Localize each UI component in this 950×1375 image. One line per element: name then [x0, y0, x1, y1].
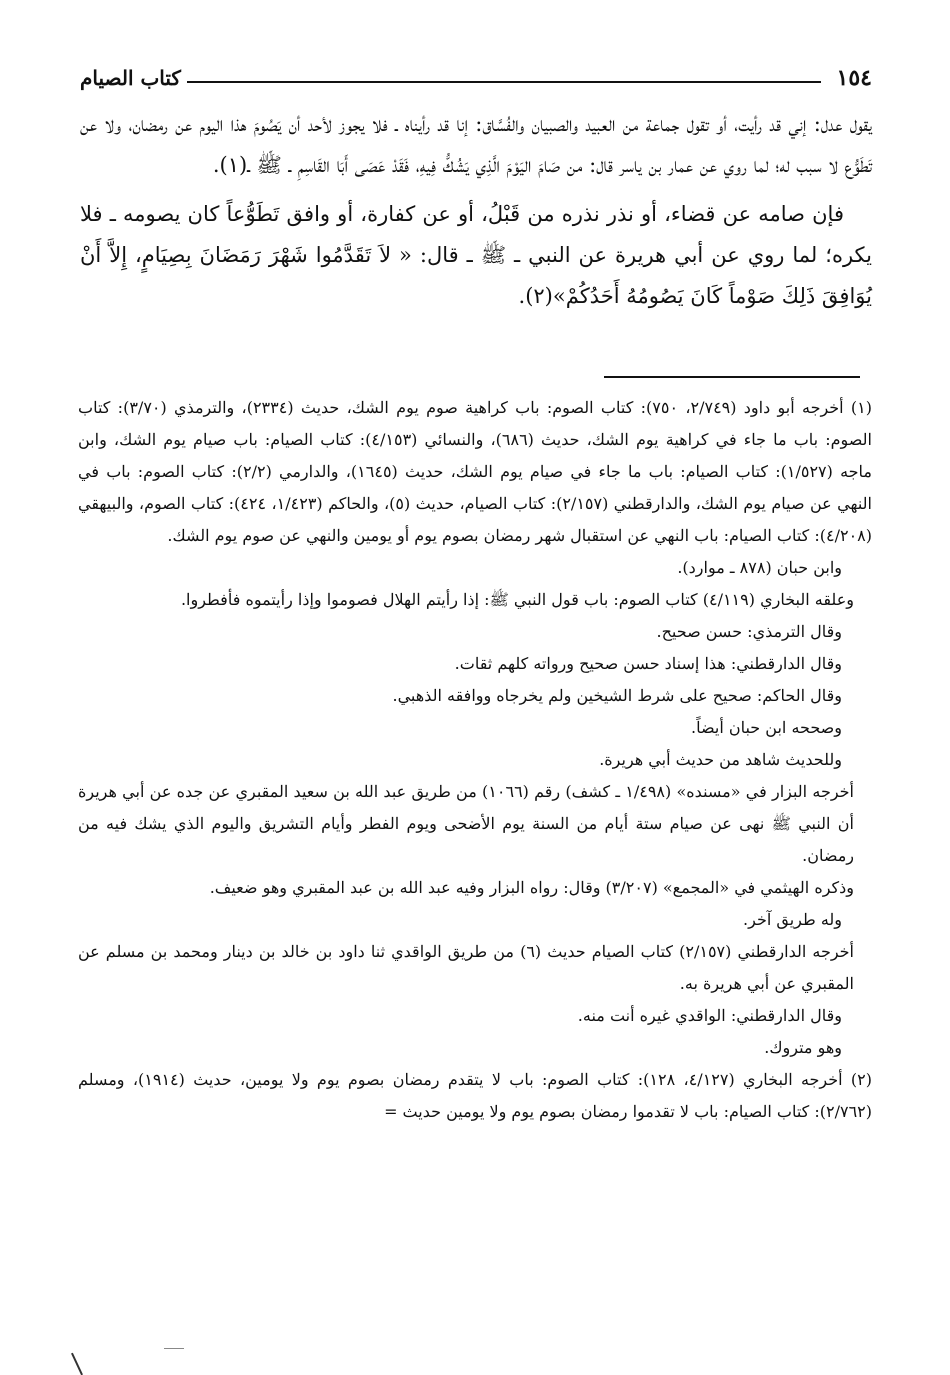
page-header — [80, 58, 872, 98]
footnote-line: وابن حبان (٨٧٨ ـ موارد). — [677, 558, 842, 577]
footnote-line: وذكره الهيثمي في «المجمع» (٣/٢٠٧) وقال: رواه البزار وفيه عبد الله بن عبد المقبري وهو ضعيف. — [209, 878, 854, 897]
footnote-line: وللحديث شاهد من حديث أبي هريرة. — [599, 750, 842, 769]
footnote-2: (٢) أخرجه البخاري (٤/١٢٧، ١٢٨): كتاب الصوم: باب لا يتقدم رمضان بصوم يوم ولا يومين، حديث (١٩١٤)، ومسلم (٢/٧٦٢): كتاب الصيام: باب لا تقدموا رمضان بصوم يوم ولا يومين حديث = — [78, 1070, 873, 1121]
footnotes — [78, 392, 872, 1128]
footnote-separator — [604, 376, 860, 378]
paragraph: يقول عدل: إني قد رأيت، أو تقول جماعة من العبيد والصبيان والفُسَّاق: إنا قد رأيناه ـ فلا يجوز لأحد أن يَصُومَ هذا اليوم عن رمضان، ولا عن تَطَوُّع لا سبب له؛ لما روي عن عمار بن ياسر قال: من صَامَ اليَوْمَ الَّذِي يَشُكُّ فِيهِ، فَقَدْ عَصَى أَبَا القَاسِمِ ـ ﷺ ـ(١). — [80, 112, 872, 177]
scan-mark — [164, 1348, 184, 1349]
footnote-line: وهو متروك. — [764, 1038, 842, 1057]
footnote-line: وصححه ابن حبان أيضاً. — [691, 718, 842, 737]
footnote-line: وقال الدارقطني: الواقدي غيره أنت منه. — [577, 1006, 842, 1025]
paragraph: فإن صامه عن قضاء، أو نذر نذره من قَبْلُ، أو عن كفارة، أو وافق تَطَوُّعاً كان يصومه ـ فلا يكره؛ لما روي عن أبي هريرة عن النبي ـ ﷺ ـ قال: « لاَ تَقَدَّمُوا شَهْرَ رَمَضَانَ بِصِيَامٍ، إِلاَّ أَنْ يُوَافِقَ ذَلِكَ صَوْماً كَانَ يَصُومُهُ أَحَدُكُمْ»(٢). — [80, 202, 872, 308]
header-rule — [187, 81, 821, 83]
running-title: كتاب الصيام — [80, 66, 181, 90]
footnote-line: وعلقه البخاري (٤/١١٩) كتاب الصوم: باب قول النبي ﷺ: إذا رأيتم الهلال فصوموا وإذا رأيتموه فأفطروا. — [180, 590, 854, 609]
page-number: ١٥٤ — [836, 65, 872, 91]
main-text — [80, 104, 872, 325]
footnote-line: وقال الدارقطني: هذا إسناد حسن صحيح ورواته كلهم ثقات. — [454, 654, 842, 673]
footnote-line: وله طريق آخر. — [743, 910, 842, 929]
scan-mark — [71, 1353, 83, 1375]
footnote-1: (١) أخرجه أبو داود (٢/٧٤٩، ٧٥٠): كتاب الصوم: باب كراهية صوم يوم الشك، حديث (٢٣٣٤)، والترمذي (٣/٧٠): كتاب الصوم: باب ما جاء في كراهية يوم الشك، حديث (٦٨٦)، والنسائي (٤/١٥٣): كتاب الصيام: باب صيام يوم الشك، وابن ماجه (١/٥٢٧): كتاب الصيام: باب ما جاء في صيام يوم الشك، حديث (١٦٤٥)، والدارمي (٢/٢): كتاب الصوم: باب في النهي عن صيام يوم الشك، والدارقطني (٢/١٥٧): كتاب الصيام، حديث (٥)، والحاكم (١/٤٢٣، ٤٢٤): كتاب الصوم، والبيهقي (٤/٢٠٨): كتاب الصيام: باب النهي عن استقبال شهر رمضان بصوم يوم أو يومين والنهي عن صوم يوم الشك. — [78, 398, 873, 545]
footnote-line: أخرجه الدارقطني (٢/١٥٧) كتاب الصيام حديث (٦) من طريق الواقدي ثنا داود بن خالد بن دينار ومحمد بن مسلم عن المقبري عن أبي هريرة به. — [78, 942, 855, 993]
footnote-line: وقال الترمذي: حسن صحيح. — [656, 622, 842, 641]
footnote-line: وقال الحاكم: صحيح على شرط الشيخين ولم يخرجاه ووافقه الذهبي. — [392, 686, 842, 705]
footnote-line: أخرجه البزار في «مسنده» (١/٤٩٨ ـ كشف) رقم (١٠٦٦) من طريق عبد الله بن سعيد المقبري عن جده عن أبي هريرة أن النبي ﷺ نهى عن صيام ستة أيام من السنة يوم الأضحى ويوم الفطر وأيام التشريق واليوم الذي يشك فيه من رمضان. — [78, 782, 854, 865]
